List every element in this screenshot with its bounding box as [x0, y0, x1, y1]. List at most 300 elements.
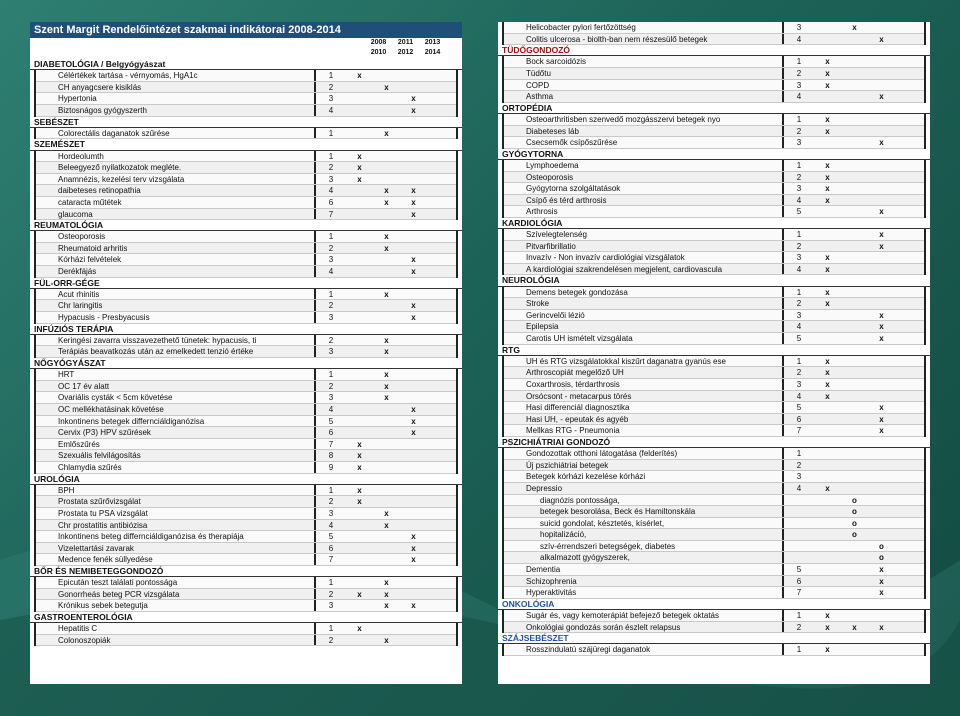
indicator-number: 2 [328, 243, 334, 253]
table-row [36, 289, 456, 301]
indicator-label: Vizelettartási zavarak [36, 543, 316, 554]
indicator-number: 1 [328, 151, 334, 161]
indicator-number: 2 [796, 622, 802, 632]
table-row [36, 254, 456, 266]
document-title: Szent Margit Rendelőintézet szakmai indikátorai 2008-2014 [30, 22, 462, 38]
table-row [36, 197, 456, 209]
indicator-label: Chr prostatitis antibiózisa [36, 520, 316, 531]
year-mark: x [411, 186, 416, 196]
indicator-number: 1 [796, 114, 802, 124]
year-mark: x [825, 368, 830, 378]
year-mark [841, 195, 868, 206]
year-mark [400, 520, 427, 531]
year-mark: x [411, 313, 416, 323]
year-mark [841, 379, 868, 390]
table-row [36, 543, 456, 555]
year-mark [841, 552, 868, 563]
section-heading: GYÓGYTORNA [498, 149, 930, 160]
year-mark [841, 183, 868, 194]
year-mark [868, 529, 895, 540]
indicator-label: Osteoarthritisben szenvedő mozgásszervi betegek nyo [504, 114, 784, 125]
year-mark [868, 644, 895, 655]
indicator-number: 2 [328, 635, 334, 645]
table-row [36, 439, 456, 451]
year-mark [814, 229, 841, 240]
section-heading: DIABETOLÓGIA / Belgyógyászat [30, 59, 462, 70]
indicator-label: Csípő és térd arthrosis [504, 195, 784, 206]
table-row [504, 34, 924, 46]
year-mark: o [852, 530, 857, 540]
indicator-number: 5 [796, 334, 802, 343]
section-heading: PSZICHIÁTRIAI GONDOZÓ [498, 437, 930, 448]
table-row [36, 185, 456, 197]
table-row [504, 425, 924, 437]
year-mark [346, 369, 373, 380]
year-mark [814, 587, 841, 598]
year-mark [868, 68, 895, 79]
year-mark: x [357, 485, 362, 495]
year-mark: x [411, 267, 416, 277]
year-mark [841, 287, 868, 298]
year-mark: x [411, 105, 416, 115]
year-mark: x [825, 80, 830, 90]
year-mark [346, 185, 373, 196]
year-mark [400, 231, 427, 242]
year-mark [400, 485, 427, 496]
year-mark [868, 391, 895, 402]
year-mark: x [411, 94, 416, 104]
year-mark [868, 114, 895, 125]
year-mark [346, 508, 373, 519]
year-mark [814, 529, 841, 540]
year-mark [841, 321, 868, 332]
indicator-label: CH anyagcsere kisiklás [36, 82, 316, 93]
table-row [504, 367, 924, 379]
year-mark [346, 416, 373, 427]
table-row [36, 577, 456, 589]
year-mark [346, 520, 373, 531]
indicator-label: Hasi differenciál diagnosztika [504, 402, 784, 413]
year-mark: x [879, 426, 884, 436]
year-mark [868, 518, 895, 529]
year-mark [400, 462, 427, 473]
table-row [504, 576, 924, 588]
table-row [504, 644, 924, 656]
year-mark [373, 151, 400, 162]
indicator-number: 2 [328, 163, 334, 173]
section-rows [502, 448, 926, 599]
year-mark [841, 333, 868, 344]
section-rows [502, 56, 926, 102]
year-col-2: 2011 2012 [397, 39, 414, 56]
indicator-number: 5 [796, 565, 802, 575]
year-mark: x [879, 414, 884, 424]
indicator-label: Célértékek tartása - vérnyomás, HgA1c [36, 70, 316, 81]
indicator-label: Colorectális daganatok szűrése [36, 128, 316, 139]
year-mark [814, 137, 841, 148]
year-mark: x [879, 138, 884, 148]
year-mark [868, 195, 895, 206]
table-row [504, 448, 924, 460]
year-mark [373, 312, 400, 323]
indicator-label: Arthroscopiát megelőző UH [504, 367, 784, 378]
indicator-number: 1 [328, 71, 334, 81]
year-mark [373, 162, 400, 173]
year-mark [814, 576, 841, 587]
indicator-number: 1 [328, 624, 334, 634]
year-mark: x [879, 334, 884, 343]
indicator-number: 3 [328, 508, 334, 518]
year-mark [868, 160, 895, 171]
table-row [504, 310, 924, 322]
indicator-label: Stroke [504, 298, 784, 309]
year-mark [841, 541, 868, 552]
indicator-number: 3 [328, 601, 334, 611]
year-mark [346, 381, 373, 392]
year-mark [868, 610, 895, 621]
year-mark: x [411, 555, 416, 565]
year-mark [841, 587, 868, 598]
table-row [36, 416, 456, 428]
indicator-label: Lymphoedema [504, 160, 784, 171]
year-mark [373, 209, 400, 220]
year-mark [346, 197, 373, 208]
year-mark: x [357, 624, 362, 634]
year-mark [814, 22, 841, 33]
section-rows [34, 70, 458, 116]
table-row [504, 22, 924, 34]
year-mark [841, 471, 868, 482]
year-mark [400, 82, 427, 93]
table-row [504, 287, 924, 299]
indicator-number: 3 [796, 253, 802, 263]
year-mark [373, 485, 400, 496]
indicator-number [784, 518, 814, 529]
table-row [36, 508, 456, 520]
year-mark: x [384, 243, 389, 253]
indicator-label: Rosszindulatú szájüregi daganatok [504, 644, 784, 655]
year-mark [841, 229, 868, 240]
year-mark: x [411, 404, 416, 414]
indicator-label: Gyógytorna szolgáltatások [504, 183, 784, 194]
table-row [36, 312, 456, 324]
indicator-label: suicid gondolat, késztetés, kísérlet, [504, 518, 784, 529]
indicator-label: Új pszichiátriai betegek [504, 460, 784, 471]
table-row [504, 56, 924, 68]
section-rows [34, 128, 458, 140]
year-mark [346, 128, 373, 139]
section-heading: FÜL-ORR-GÉGE [30, 278, 462, 289]
indicator-label: szív-érrendszeri betegségek, diabetes [504, 541, 784, 552]
year-mark [868, 367, 895, 378]
indicator-label: Prostata tu PSA vizsgálat [36, 508, 316, 519]
year-mark [841, 241, 868, 252]
year-mark [868, 356, 895, 367]
year-mark: x [384, 393, 389, 403]
indicator-number: 3 [328, 174, 334, 184]
indicator-number: 3 [796, 310, 802, 320]
year-mark: x [384, 128, 389, 138]
year-mark [814, 471, 841, 482]
year-mark [841, 252, 868, 263]
year-mark: x [879, 322, 884, 332]
left-sections [30, 59, 462, 646]
indicator-number: 2 [328, 82, 334, 92]
indicator-number: 7 [328, 439, 334, 449]
indicator-label: Helicobacter pylori fertőzöttség [504, 22, 784, 33]
year-mark [346, 600, 373, 611]
year-mark: x [384, 578, 389, 588]
indicator-number: 5 [796, 207, 802, 217]
year-mark [346, 312, 373, 323]
year-mark: x [825, 391, 830, 401]
year-mark [841, 137, 868, 148]
indicator-label: Emlőszűrés [36, 439, 316, 450]
year-mark: x [879, 92, 884, 102]
indicator-number [784, 495, 814, 506]
indicator-number: 7 [796, 426, 802, 436]
table-row [504, 126, 924, 138]
indicator-number: 5 [328, 416, 334, 426]
indicator-number: 1 [328, 578, 334, 588]
year-mark [841, 425, 868, 436]
year-mark [400, 174, 427, 185]
indicator-label: A kardiológiai szakrendelésen megjelent, cardiovascula [504, 264, 784, 275]
table-row [504, 541, 924, 553]
year-mark [841, 402, 868, 413]
year-mark [346, 231, 373, 242]
year-mark [346, 335, 373, 346]
table-row [504, 495, 924, 507]
year-mark: o [879, 553, 884, 563]
indicator-label: Acut rhinitis [36, 289, 316, 300]
year-mark [400, 128, 427, 139]
right-continuation-rows [498, 22, 930, 45]
year-mark: x [825, 645, 830, 655]
year-mark [814, 495, 841, 506]
indicator-number: 2 [796, 172, 802, 182]
section-rows [34, 335, 458, 358]
year-mark [346, 346, 373, 357]
year-mark [373, 93, 400, 104]
year-mark [400, 508, 427, 519]
indicator-number: 4 [796, 34, 802, 44]
table-row [504, 183, 924, 195]
year-mark: x [411, 543, 416, 553]
table-row [36, 485, 456, 497]
indicator-label: Biztosnágos gyógyszerth [36, 105, 316, 116]
year-mark: x [384, 197, 389, 207]
year-mark: x [384, 347, 389, 357]
year-mark [346, 266, 373, 277]
section-heading: KARDIOLÓGIA [498, 218, 930, 229]
year-mark [400, 577, 427, 588]
year-mark: x [384, 589, 389, 599]
year-mark [868, 183, 895, 194]
table-row [504, 137, 924, 149]
table-row [504, 195, 924, 207]
year-mark [373, 531, 400, 542]
indicator-label: Orsócsont - metacarpus törés [504, 391, 784, 402]
indicator-label: Pitvarfibrillatio [504, 241, 784, 252]
year-mark [373, 174, 400, 185]
indicator-number: 1 [796, 160, 802, 170]
indicator-label: Szívelegtelenség [504, 229, 784, 240]
year-mark: x [825, 299, 830, 309]
indicator-label: Demens betegek gondozása [504, 287, 784, 298]
year-mark: x [357, 462, 362, 472]
year-mark: x [384, 601, 389, 611]
year-mark: x [825, 253, 830, 263]
indicator-number [784, 506, 814, 517]
year-mark: x [825, 126, 830, 136]
year-mark [400, 450, 427, 461]
indicator-number: 4 [796, 92, 802, 102]
year-mark [841, 356, 868, 367]
section-rows [502, 22, 926, 45]
year-mark: x [879, 241, 884, 251]
year-mark: x [879, 576, 884, 586]
year-mark: x [825, 172, 830, 182]
section-rows [34, 289, 458, 324]
table-row [504, 506, 924, 518]
indicator-number: 4 [328, 520, 334, 530]
table-row [504, 564, 924, 576]
year-mark [841, 264, 868, 275]
section-rows [34, 623, 458, 646]
year-mark: x [384, 289, 389, 299]
year-mark [841, 391, 868, 402]
indicator-number: 9 [328, 462, 334, 472]
indicator-label: Inkontinens beteg differnciáldiganózisa és therapiája [36, 531, 316, 542]
indicator-label: diagnózis pontossága, [504, 495, 784, 506]
year-header [30, 38, 462, 59]
year-mark [814, 414, 841, 425]
year-mark: x [825, 68, 830, 78]
indicator-number: 5 [328, 532, 334, 542]
year-mark [868, 22, 895, 33]
indicator-number: 2 [328, 301, 334, 311]
year-mark [346, 554, 373, 565]
indicator-number: 3 [796, 23, 802, 32]
year-mark [841, 160, 868, 171]
year-mark: x [879, 34, 884, 44]
section-heading: TÜDŐGONDOZÓ [498, 45, 930, 56]
indicator-number: 1 [328, 370, 334, 380]
indicator-number: 3 [796, 138, 802, 148]
indicator-number: 4 [328, 186, 334, 196]
section-heading: NEUROLÓGIA [498, 275, 930, 286]
year-mark: x [411, 209, 416, 219]
indicator-number: 4 [328, 105, 334, 115]
year-mark [346, 577, 373, 588]
indicator-label: Kórházi felvételek [36, 254, 316, 265]
table-row [504, 264, 924, 276]
indicator-label: Dementia [504, 564, 784, 575]
year-mark [814, 321, 841, 332]
indicator-label: Coxarthrosis, térdarthrosis [504, 379, 784, 390]
year-mark: x [384, 370, 389, 380]
section-heading: SZÁJSEBÉSZET [498, 633, 930, 644]
year-mark: x [879, 565, 884, 575]
table-row [36, 623, 456, 635]
year-mark [841, 367, 868, 378]
year-mark: x [879, 403, 884, 413]
year-mark: x [879, 622, 884, 632]
indicator-number: 1 [796, 611, 802, 621]
indicator-label: Epilepsia [504, 321, 784, 332]
indicator-number [784, 529, 814, 540]
year-mark [814, 518, 841, 529]
indicator-number: 4 [796, 483, 802, 493]
section-rows [502, 229, 926, 275]
indicator-number: 4 [796, 322, 802, 332]
section-heading: ONKOLÓGIA [498, 599, 930, 610]
year-mark: x [384, 186, 389, 196]
section-rows [502, 287, 926, 345]
year-mark: x [357, 174, 362, 184]
table-row [504, 321, 924, 333]
year-mark: o [852, 518, 857, 528]
year-mark [346, 635, 373, 646]
year-mark [841, 414, 868, 425]
indicator-label: Osteoporosis [504, 172, 784, 183]
year-mark: x [852, 23, 857, 32]
section-rows [34, 369, 458, 473]
indicator-number [784, 541, 814, 552]
indicator-number: 3 [796, 184, 802, 194]
year-mark [400, 162, 427, 173]
year-mark [814, 34, 841, 45]
indicator-number: 1 [796, 356, 802, 366]
indicator-number: 2 [328, 335, 334, 345]
year-mark [868, 56, 895, 67]
indicator-label: Cervix (P3) HPV szűrések [36, 427, 316, 438]
table-row [504, 414, 924, 426]
table-row [504, 622, 924, 634]
year-mark: o [852, 507, 857, 517]
indicator-label: Szexuális felvilágosítás [36, 450, 316, 461]
indicator-number: 2 [328, 381, 334, 391]
year-mark: x [825, 114, 830, 124]
year-mark [841, 91, 868, 102]
section-heading: BŐR ÉS NEMIBETEGGONDOZÓ [30, 566, 462, 577]
indicator-label: Chr laringitis [36, 300, 316, 311]
year-mark: x [852, 622, 857, 632]
indicator-label: Sugár és, vagy kemoterápiát befejező betegek oktatás [504, 610, 784, 621]
right-sections [498, 45, 930, 656]
year-mark: x [825, 356, 830, 366]
year-mark [373, 462, 400, 473]
indicator-label: OC 17 év alatt [36, 381, 316, 392]
section-rows [34, 151, 458, 221]
year-mark [841, 460, 868, 471]
section-rows [502, 160, 926, 218]
year-mark [814, 460, 841, 471]
year-mark [400, 369, 427, 380]
table-row [36, 243, 456, 255]
table-row [36, 635, 456, 647]
year-mark [400, 243, 427, 254]
indicator-label: Medence fenék süllyedése [36, 554, 316, 565]
indicator-number: 8 [328, 451, 334, 461]
year-mark [814, 552, 841, 563]
indicator-label: Onkológiai gondozás során észlelt relapsus [504, 622, 784, 633]
year-mark [373, 266, 400, 277]
indicator-number [784, 552, 814, 563]
year-mark [346, 93, 373, 104]
table-row [36, 589, 456, 601]
